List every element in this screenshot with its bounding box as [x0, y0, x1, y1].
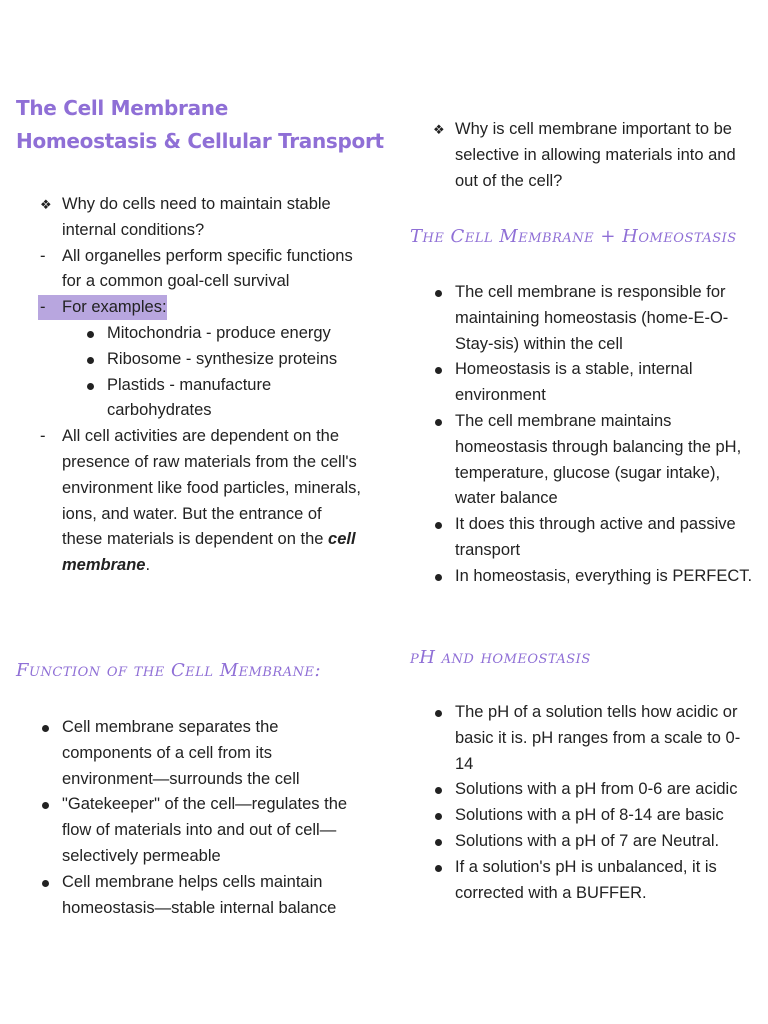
page-title: [16, 92, 384, 158]
bullet-dot-icon: [42, 725, 49, 732]
ph-item: [455, 777, 753, 803]
ph-text: The pH of a solution tells how acidic or basic it is. pH ranges from a scale to 0-14: [455, 703, 741, 773]
bullet-dot-icon: [87, 357, 94, 364]
homeostasis-item: [455, 564, 753, 590]
homeostasis-list: [455, 280, 753, 590]
function-text: "Gatekeeper" of the cell—regulates the flow of materials into and out of cell—selectively permeable: [62, 795, 348, 865]
question-item: [40, 192, 362, 244]
homeostasis-item: [455, 280, 753, 357]
right-question: [433, 117, 753, 194]
dash-item-highlighted: [40, 295, 362, 321]
function-heading: Function of the Cell Membrane:: [16, 660, 322, 681]
function-item: [62, 792, 362, 869]
dash-bullet: -: [40, 246, 46, 265]
ph-item: [455, 855, 753, 907]
dash-item: [40, 244, 362, 296]
function-item: [62, 870, 362, 922]
ph-item: [455, 829, 753, 855]
dash-bullet: -: [40, 427, 46, 446]
example-item: [62, 321, 362, 347]
dash-text-prefix: All cell activities are dependent on the presence of raw materials from the cell's environment like food particles, minerals, ions, and water. But the entrance of these materials is dependent on the: [62, 427, 361, 549]
ph-item: [455, 803, 753, 829]
dash-text-suffix: .: [145, 556, 151, 575]
question-text: Why is cell membrane important to be selective in allowing materials into and out of the cell?: [455, 120, 736, 190]
bullet-dot-icon: [435, 522, 442, 529]
bullet-dot-icon: [87, 383, 94, 390]
title-line-2: Homeostasis & Cellular Transport: [16, 129, 384, 153]
bullet-dot-icon: [435, 574, 442, 581]
dash-text: All organelles perform specific functions for a common goal-cell survival: [62, 246, 353, 291]
example-text: Plastids - manufacture carbohydrates: [107, 375, 272, 420]
title-line-1: The Cell Membrane: [16, 96, 229, 120]
bullet-dot-icon: [435, 710, 442, 717]
homeostasis-heading: The Cell Membrane + Homeostasis: [410, 226, 737, 247]
homeostasis-text: The cell membrane is responsible for maintaining homeostasis (home-E-O-Stay-sis) within the cell: [455, 283, 729, 353]
ph-text: Solutions with a pH of 7 are Neutral.: [455, 831, 720, 850]
function-text: Cell membrane helps cells maintain homeostasis—stable internal balance: [62, 872, 337, 917]
function-text: Cell membrane separates the components of a cell from its environment—surrounds the cell: [62, 718, 300, 788]
ph-text: Solutions with a pH from 0-6 are acidic: [455, 780, 738, 799]
ph-text: If a solution's pH is unbalanced, it is corrected with a BUFFER.: [455, 857, 717, 902]
bullet-dot-icon: [435, 367, 442, 374]
homeostasis-text: The cell membrane maintains homeostasis through balancing the pH, temperature, glucose (sugar intake), water balance: [455, 411, 742, 508]
bullet-dot-icon: [435, 813, 442, 820]
bullet-dot-icon: [42, 802, 49, 809]
dash-item: [40, 424, 362, 579]
bullet-dot-icon: [435, 839, 442, 846]
question-text: Why do cells need to maintain stable internal conditions?: [62, 195, 331, 239]
question-item: [433, 117, 753, 194]
bullet-dot-icon: [435, 419, 442, 426]
bullet-dot-icon: [435, 290, 442, 297]
bullet-dot-icon: [435, 787, 442, 794]
example-text: Ribosome - synthesize proteins: [107, 349, 338, 368]
homeostasis-text: In homeostasis, everything is PERFECT.: [455, 566, 753, 585]
ph-list: [455, 700, 753, 906]
homeostasis-item: [455, 409, 753, 512]
dash-text: For examples:: [62, 298, 167, 317]
example-item: [62, 347, 362, 373]
diamond-bullet-icon: ❖: [433, 122, 445, 137]
ph-text: Solutions with a pH of 8-14 are basic: [455, 806, 724, 825]
homeostasis-item: [455, 512, 753, 564]
bullet-dot-icon: [87, 331, 94, 338]
function-list: [62, 715, 362, 921]
dash-text-emphasis: cell membrane: [62, 530, 356, 575]
homeostasis-item: [455, 357, 753, 409]
example-text: Mitochondria - produce energy: [107, 323, 331, 342]
function-item: [62, 715, 362, 792]
homeostasis-text: Homeostasis is a stable, internal environment: [455, 360, 693, 405]
left-notes: [40, 192, 362, 579]
diamond-bullet-icon: ❖: [40, 197, 52, 212]
homeostasis-text: It does this through active and passive transport: [455, 515, 736, 559]
ph-item: [455, 700, 753, 777]
example-item: [62, 373, 362, 425]
ph-heading: pH and homeostasis: [410, 647, 591, 668]
bullet-dot-icon: [42, 880, 49, 887]
dash-bullet: -: [40, 298, 46, 317]
bullet-dot-icon: [435, 865, 442, 872]
